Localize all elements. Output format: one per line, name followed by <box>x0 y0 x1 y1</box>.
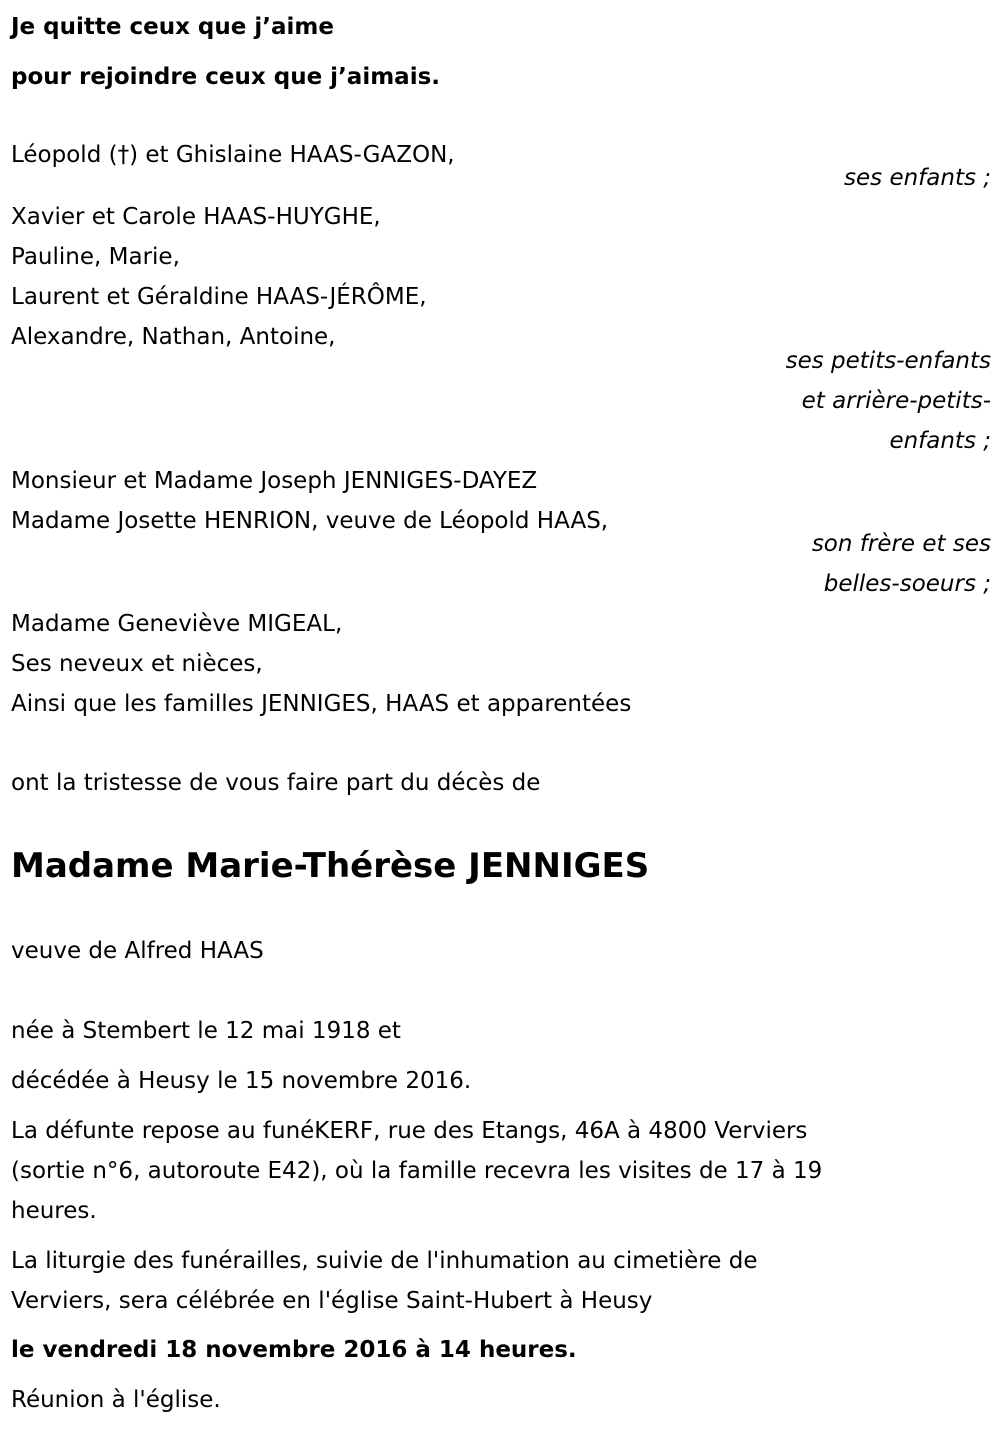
grandchildren-line: Laurent et Géraldine HAAS-JÉRÔME, <box>11 284 427 310</box>
children-label: ses enfants ; <box>844 165 991 191</box>
announcement: ont la tristesse de vous faire part du décès de <box>11 770 541 796</box>
visitation-line: heures. <box>11 1198 97 1224</box>
liturgy-line: Verviers, sera célébrée en l'église Saint-Hubert à Heusy <box>11 1288 653 1314</box>
meeting-info: Réunion à l'église. <box>11 1387 221 1413</box>
siblings-line: Madame Josette HENRION, veuve de Léopold HAAS, <box>11 508 609 534</box>
epigraph-line: pour rejoindre ceux que j’aimais. <box>11 64 441 90</box>
siblings-line: Monsieur et Madame Joseph JENNIGES-DAYEZ <box>11 468 538 494</box>
grandchildren-label: et arrière-petits- <box>801 388 991 414</box>
others-line: Ses neveux et nièces, <box>11 651 263 677</box>
widow-of: veuve de Alfred HAAS <box>11 938 264 964</box>
grandchildren-label: ses petits-enfants <box>785 348 991 374</box>
epigraph-line: Je quitte ceux que j’aime <box>11 14 334 40</box>
grandchildren-label: enfants ; <box>889 428 991 454</box>
visitation-line: (sortie n°6, autoroute E42), où la famille recevra les visites de 17 à 19 <box>11 1158 823 1184</box>
ceremony-date: le vendredi 18 novembre 2016 à 14 heures. <box>11 1337 577 1363</box>
grandchildren-line: Pauline, Marie, <box>11 244 180 270</box>
siblings-label: belles-soeurs ; <box>823 571 991 597</box>
siblings-label: son frère et ses <box>811 531 991 557</box>
grandchildren-line: Xavier et Carole HAAS-HUYGHE, <box>11 204 381 230</box>
others-line: Ainsi que les familles JENNIGES, HAAS et apparentées <box>11 691 632 717</box>
deceased-name: Madame Marie-Thérèse JENNIGES <box>11 846 650 886</box>
death-info: décédée à Heusy le 15 novembre 2016. <box>11 1068 472 1094</box>
children-line: Léopold (†) et Ghislaine HAAS-GAZON, <box>11 142 455 168</box>
grandchildren-line: Alexandre, Nathan, Antoine, <box>11 324 336 350</box>
visitation-line: La défunte repose au funéKERF, rue des Etangs, 46A à 4800 Verviers <box>11 1118 808 1144</box>
others-line: Madame Geneviève MIGEAL, <box>11 611 343 637</box>
birth-info: née à Stembert le 12 mai 1918 et <box>11 1018 401 1044</box>
liturgy-line: La liturgie des funérailles, suivie de l'inhumation au cimetière de <box>11 1248 758 1274</box>
